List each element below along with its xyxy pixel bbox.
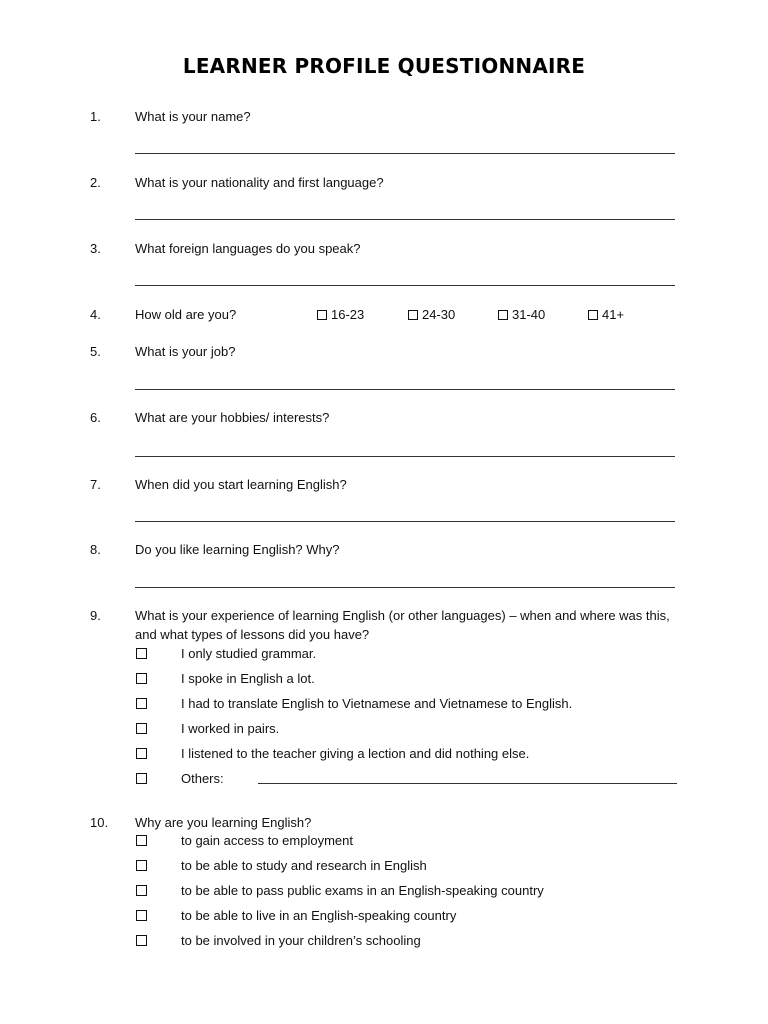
answer-line-2[interactable] bbox=[135, 219, 675, 220]
age-option-label: 31-40 bbox=[512, 307, 546, 322]
question-6-text: What are your hobbies/ interests? bbox=[135, 410, 330, 425]
q10-option-2-checkbox[interactable] bbox=[136, 860, 147, 871]
answer-line-8[interactable] bbox=[135, 587, 675, 588]
age-option-31-40[interactable] bbox=[498, 307, 545, 323]
question-2-text: What is your nationality and first language? bbox=[135, 175, 384, 190]
question-9-text: What is your experience of learning English (or other languages) – when and where was this, and what types of lessons did you have? bbox=[135, 608, 670, 642]
age-option-24-30[interactable] bbox=[408, 307, 455, 323]
question-6-number: 6. bbox=[90, 410, 101, 425]
age-option-label: 24-30 bbox=[422, 307, 456, 322]
page-title: LEARNER PROFILE QUESTIONNAIRE bbox=[182, 54, 586, 78]
q9-option-2-label: I spoke in English a lot. bbox=[181, 671, 315, 686]
q10-option-3-checkbox[interactable] bbox=[136, 885, 147, 896]
question-7-number: 7. bbox=[90, 477, 101, 492]
q10-option-4-checkbox[interactable] bbox=[136, 910, 147, 921]
question-7-text: When did you start learning English? bbox=[135, 477, 347, 492]
age-option-label: 16-23 bbox=[331, 307, 365, 322]
q10-option-3-label: to be able to pass public exams in an English-speaking country bbox=[181, 883, 544, 898]
checkbox-icon[interactable] bbox=[498, 310, 508, 320]
others-answer-line[interactable] bbox=[258, 783, 677, 784]
q10-option-4-label: to be able to live in an English-speaking country bbox=[181, 908, 457, 923]
question-10-text: Why are you learning English? bbox=[135, 815, 312, 830]
answer-line-3[interactable] bbox=[135, 285, 675, 286]
question-8-text: Do you like learning English? Why? bbox=[135, 542, 340, 557]
answer-line-1[interactable] bbox=[135, 153, 675, 154]
answer-line-6[interactable] bbox=[135, 456, 675, 457]
q10-option-1-checkbox[interactable] bbox=[136, 835, 147, 846]
q10-option-5-label: to be involved in your children’s schooling bbox=[181, 933, 421, 948]
question-2-number: 2. bbox=[90, 175, 101, 190]
answer-line-5[interactable] bbox=[135, 389, 675, 390]
question-4-text: How old are you? bbox=[135, 307, 237, 322]
q10-option-1-label: to gain access to employment bbox=[181, 833, 353, 848]
question-8-number: 8. bbox=[90, 542, 101, 557]
checkbox-icon[interactable] bbox=[408, 310, 418, 320]
question-9-number: 9. bbox=[90, 608, 101, 623]
question-10-number: 10. bbox=[90, 815, 109, 830]
question-5-text: What is your job? bbox=[135, 344, 236, 359]
q9-option-1-label: I only studied grammar. bbox=[181, 646, 317, 661]
question-4-number: 4. bbox=[90, 307, 101, 322]
question-3-text: What foreign languages do you speak? bbox=[135, 241, 361, 256]
q9-option-2-checkbox[interactable] bbox=[136, 673, 147, 684]
q10-option-2-label: to be able to study and research in English bbox=[181, 858, 427, 873]
q9-option-6-label: Others: bbox=[181, 771, 224, 786]
checkbox-icon[interactable] bbox=[317, 310, 327, 320]
q9-option-6-checkbox[interactable] bbox=[136, 773, 147, 784]
question-1-text: What is your name? bbox=[135, 109, 251, 124]
q9-option-4-checkbox[interactable] bbox=[136, 723, 147, 734]
question-3-number: 3. bbox=[90, 241, 101, 256]
age-option-label: 41+ bbox=[602, 307, 625, 322]
age-option-41-plus[interactable] bbox=[588, 307, 624, 323]
question-5-number: 5. bbox=[90, 344, 101, 359]
q10-option-5-checkbox[interactable] bbox=[136, 935, 147, 946]
q9-option-1-checkbox[interactable] bbox=[136, 648, 147, 659]
answer-line-7[interactable] bbox=[135, 521, 675, 522]
q9-option-5-label: I listened to the teacher giving a lection and did nothing else. bbox=[181, 746, 530, 761]
q9-option-4-label: I worked in pairs. bbox=[181, 721, 280, 736]
age-option-16-23[interactable] bbox=[317, 307, 364, 323]
q9-option-5-checkbox[interactable] bbox=[136, 748, 147, 759]
checkbox-icon[interactable] bbox=[588, 310, 598, 320]
q9-option-3-checkbox[interactable] bbox=[136, 698, 147, 709]
q9-option-3-label: I had to translate English to Vietnamese and Vietnamese to English. bbox=[181, 696, 573, 711]
question-1-number: 1. bbox=[90, 109, 101, 124]
